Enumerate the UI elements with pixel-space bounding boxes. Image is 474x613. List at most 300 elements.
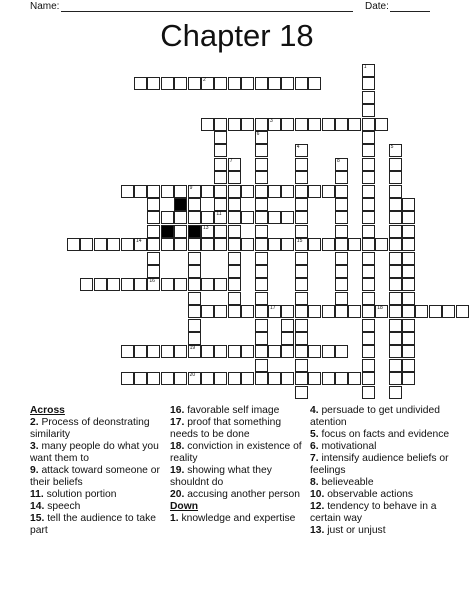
crossword-cell[interactable] <box>214 118 227 131</box>
crossword-cell[interactable] <box>174 77 187 90</box>
clue-text: tell the audience to take part <box>30 513 156 536</box>
crossword-cell[interactable] <box>255 372 268 385</box>
clue-number: 1. <box>170 513 182 524</box>
crossword-cell[interactable] <box>322 345 335 358</box>
crossword-cell[interactable] <box>308 345 321 358</box>
cell-number: 1 <box>363 64 367 70</box>
crossword-cell[interactable] <box>201 211 214 224</box>
crossword-cell[interactable] <box>389 225 402 238</box>
crossword-cell[interactable] <box>134 372 147 385</box>
crossword-cell[interactable] <box>188 345 201 358</box>
clue-text: knowledge and expertise <box>181 513 296 524</box>
crossword-cell[interactable] <box>147 252 160 265</box>
crossword-cell[interactable] <box>147 372 160 385</box>
crossword-cell[interactable] <box>442 305 455 318</box>
clue-text: observable actions <box>327 489 414 500</box>
crossword-cell[interactable] <box>201 118 214 131</box>
crossword-cell[interactable] <box>188 332 201 345</box>
crossword-cell[interactable] <box>228 211 241 224</box>
clue-number: 17. <box>170 417 188 428</box>
crossword-cell[interactable] <box>362 386 375 399</box>
crossword-cell[interactable] <box>295 158 308 171</box>
crossword-cell[interactable] <box>389 386 402 399</box>
crossword-cell[interactable] <box>389 265 402 278</box>
crossword-cell[interactable] <box>201 278 214 291</box>
crossword-cell[interactable] <box>174 211 187 224</box>
crossword-cell[interactable] <box>121 372 134 385</box>
cell-number: 15 <box>296 238 303 245</box>
crossword-cell[interactable] <box>255 319 268 332</box>
crossword-cell[interactable] <box>295 332 308 345</box>
crossword-cell[interactable] <box>362 131 375 144</box>
crossword-cell[interactable] <box>228 225 241 238</box>
crossword-cell[interactable] <box>295 225 308 238</box>
crossword-cell[interactable] <box>255 252 268 265</box>
crossword-cell[interactable] <box>295 265 308 278</box>
crossword-cell[interactable] <box>214 372 227 385</box>
crossword-cell[interactable] <box>389 238 402 251</box>
crossword-cell[interactable] <box>121 185 134 198</box>
crossword-cell[interactable] <box>147 278 160 291</box>
crossword-cell[interactable] <box>255 345 268 358</box>
clues-column-2 <box>170 405 305 525</box>
crossword-cell[interactable] <box>214 345 227 358</box>
crossword-cell[interactable] <box>362 305 375 318</box>
crossword-cell[interactable] <box>322 372 335 385</box>
crossword-cell[interactable] <box>362 171 375 184</box>
clue-item <box>310 453 450 477</box>
cell-number: 8 <box>337 157 340 164</box>
crossword-cell[interactable] <box>335 185 348 198</box>
crossword-cell[interactable] <box>241 211 254 224</box>
crossword-cell[interactable] <box>201 77 214 90</box>
crossword-cell[interactable] <box>147 77 160 90</box>
crossword-cell[interactable] <box>281 185 294 198</box>
crossword-cell[interactable] <box>121 238 134 251</box>
crossword-cell[interactable] <box>188 238 201 251</box>
crossword-cell[interactable] <box>241 345 254 358</box>
crossword-cell[interactable] <box>241 238 254 251</box>
crossword-cell[interactable] <box>134 185 147 198</box>
crossword-cell[interactable] <box>281 305 294 318</box>
crossword-cell[interactable] <box>295 238 308 251</box>
crossword-cell[interactable] <box>362 252 375 265</box>
crossword-cell[interactable] <box>214 238 227 251</box>
crossword-cell[interactable] <box>255 265 268 278</box>
crossword-cell[interactable] <box>335 238 348 251</box>
crossword-cell[interactable] <box>228 171 241 184</box>
crossword-cell[interactable] <box>389 171 402 184</box>
crossword-cell[interactable] <box>308 77 321 90</box>
crossword-cell[interactable] <box>121 345 134 358</box>
crossword-cell[interactable] <box>255 225 268 238</box>
crossword-cell[interactable] <box>174 225 187 238</box>
crossword-cell[interactable] <box>402 372 415 385</box>
crossword-cell[interactable] <box>335 225 348 238</box>
crossword-cell[interactable] <box>67 238 80 251</box>
crossword-cell[interactable] <box>456 305 469 318</box>
crossword-cell[interactable] <box>174 372 187 385</box>
crossword-cell[interactable] <box>161 238 174 251</box>
crossword-cell[interactable] <box>389 185 402 198</box>
crossword-cell[interactable] <box>322 185 335 198</box>
crossword-cell[interactable] <box>348 118 361 131</box>
clue-number: 5. <box>310 429 322 440</box>
crossword-cell[interactable] <box>188 265 201 278</box>
clue-item <box>170 417 305 441</box>
crossword-cell[interactable] <box>214 225 227 238</box>
crossword-cell[interactable] <box>308 372 321 385</box>
crossword-cell[interactable] <box>214 144 227 157</box>
crossword-cell[interactable] <box>174 278 187 291</box>
crossword-cell[interactable] <box>281 118 294 131</box>
crossword-cell[interactable] <box>107 278 120 291</box>
crossword-cell[interactable] <box>281 332 294 345</box>
crossword-cell[interactable] <box>295 118 308 131</box>
crossword-cell[interactable] <box>268 372 281 385</box>
crossword-cell[interactable] <box>295 319 308 332</box>
crossword-cell[interactable] <box>362 104 375 117</box>
crossword-cell[interactable] <box>348 238 361 251</box>
cell-number: 5 <box>390 144 394 151</box>
crossword-cell[interactable] <box>389 198 402 211</box>
crossword-cell[interactable] <box>174 345 187 358</box>
crossword-cell[interactable] <box>281 372 294 385</box>
crossword-cell[interactable] <box>255 332 268 345</box>
crossword-cell[interactable] <box>147 185 160 198</box>
crossword-cell[interactable] <box>308 118 321 131</box>
down-heading: Down <box>170 501 199 512</box>
crossword-cell[interactable] <box>281 211 294 224</box>
crossword-cell[interactable] <box>188 77 201 90</box>
crossword-cell[interactable] <box>322 238 335 251</box>
crossword-cell[interactable] <box>147 211 160 224</box>
clue-number: 18. <box>170 441 188 452</box>
crossword-cell[interactable] <box>241 185 254 198</box>
clue-item <box>310 525 450 537</box>
crossword-cell[interactable] <box>295 386 308 399</box>
crossword-cell[interactable] <box>335 265 348 278</box>
crossword-cell[interactable] <box>214 278 227 291</box>
crossword-cell[interactable] <box>389 252 402 265</box>
crossword-cell[interactable] <box>214 171 227 184</box>
crossword-cell[interactable] <box>335 198 348 211</box>
crossword-cell[interactable] <box>201 345 214 358</box>
crossword-cell[interactable] <box>308 305 321 318</box>
crossword-cell[interactable] <box>188 372 201 385</box>
clue-text: accusing another person <box>187 489 300 500</box>
crossword-cell[interactable] <box>402 278 415 291</box>
crossword-cell[interactable] <box>335 305 348 318</box>
crossword-cell[interactable] <box>255 211 268 224</box>
crossword-cell[interactable] <box>201 305 214 318</box>
clue-item <box>310 501 450 525</box>
crossword-cell[interactable] <box>415 305 428 318</box>
crossword-cell[interactable] <box>268 305 281 318</box>
crossword-cell[interactable] <box>147 265 160 278</box>
crossword-cell[interactable] <box>335 278 348 291</box>
crossword-cell[interactable] <box>147 345 160 358</box>
crossword-cell[interactable] <box>402 252 415 265</box>
crossword-cell[interactable] <box>348 305 361 318</box>
crossword-cell[interactable] <box>107 238 120 251</box>
crossword-cell[interactable] <box>389 345 402 358</box>
crossword-cell[interactable] <box>362 319 375 332</box>
crossword-cell[interactable] <box>335 372 348 385</box>
crossword-cell[interactable] <box>362 372 375 385</box>
crossword-cell[interactable] <box>402 198 415 211</box>
crossword-cell[interactable] <box>402 319 415 332</box>
crossword-cell[interactable] <box>228 278 241 291</box>
crossword-cell[interactable] <box>389 144 402 157</box>
crossword-cell[interactable] <box>188 305 201 318</box>
cell-number: 13 <box>203 224 209 231</box>
crossword-cell[interactable] <box>255 278 268 291</box>
crossword-cell[interactable] <box>429 305 442 318</box>
crossword-cell[interactable] <box>134 345 147 358</box>
crossword-cell[interactable] <box>402 305 415 318</box>
crossword-cell[interactable] <box>174 238 187 251</box>
clue-item <box>30 465 160 489</box>
crossword-cell[interactable] <box>295 305 308 318</box>
crossword-cell[interactable] <box>134 238 147 251</box>
clue-text: attack toward someone or their beliefs <box>30 465 160 488</box>
crossword-cell[interactable] <box>322 118 335 131</box>
crossword-cell[interactable] <box>322 305 335 318</box>
crossword-cell[interactable] <box>402 265 415 278</box>
crossword-cell[interactable] <box>402 292 415 305</box>
crossword-cell[interactable] <box>362 359 375 372</box>
crossword-cell[interactable] <box>241 372 254 385</box>
crossword-cell[interactable] <box>188 319 201 332</box>
crossword-cell[interactable] <box>362 278 375 291</box>
crossword-cell[interactable] <box>228 158 241 171</box>
crossword-cell[interactable] <box>161 77 174 90</box>
crossword-cell[interactable] <box>335 211 348 224</box>
crossword-cell[interactable] <box>188 185 201 198</box>
crossword-cell[interactable] <box>295 77 308 90</box>
crossword-cell[interactable] <box>188 211 201 224</box>
crossword-cell[interactable] <box>94 278 107 291</box>
crossword-cell[interactable] <box>255 238 268 251</box>
crossword-cell[interactable] <box>389 319 402 332</box>
crossword-cell[interactable] <box>362 332 375 345</box>
cell-number: 20 <box>189 372 196 379</box>
crossword-cell[interactable] <box>255 158 268 171</box>
clue-text: proof that something needs to be done <box>170 417 282 440</box>
crossword-cell[interactable] <box>335 118 348 131</box>
crossword-cell[interactable] <box>147 238 160 251</box>
crossword-cell[interactable] <box>295 372 308 385</box>
crossword-cell[interactable] <box>389 372 402 385</box>
crossword-cell[interactable] <box>94 238 107 251</box>
clue-item <box>30 501 160 513</box>
crossword-cell[interactable] <box>268 185 281 198</box>
crossword-cell[interactable] <box>161 345 174 358</box>
crossword-cell[interactable] <box>161 211 174 224</box>
crossword-cell[interactable] <box>348 372 361 385</box>
crossword-cell[interactable] <box>362 64 375 77</box>
crossword-cell[interactable] <box>362 345 375 358</box>
crossword-cell[interactable] <box>295 359 308 372</box>
crossword-cell[interactable] <box>295 278 308 291</box>
crossword-cell[interactable] <box>214 185 227 198</box>
crossword-cell[interactable] <box>201 238 214 251</box>
crossword-cell[interactable] <box>214 158 227 171</box>
crossword-cell[interactable] <box>228 252 241 265</box>
crossword-cell[interactable] <box>295 211 308 224</box>
crossword-cell[interactable] <box>161 372 174 385</box>
crossword-cell[interactable] <box>389 332 402 345</box>
crossword-cell[interactable] <box>295 292 308 305</box>
crossword-cell[interactable] <box>121 278 134 291</box>
crossword-cell[interactable] <box>214 305 227 318</box>
clue-item <box>310 441 450 453</box>
crossword-cell[interactable] <box>281 319 294 332</box>
crossword-cell[interactable] <box>214 211 227 224</box>
crossword-cell[interactable] <box>268 345 281 358</box>
crossword-cell[interactable] <box>362 211 375 224</box>
crossword-cell[interactable] <box>362 91 375 104</box>
crossword-cell[interactable] <box>295 171 308 184</box>
crossword-cell[interactable] <box>80 278 93 291</box>
crossword-cell[interactable] <box>201 225 214 238</box>
crossword-cell[interactable] <box>281 238 294 251</box>
crossword-cell[interactable] <box>214 77 227 90</box>
crossword-cell[interactable] <box>228 265 241 278</box>
crossword-cell[interactable] <box>174 185 187 198</box>
crossword-cell[interactable] <box>402 225 415 238</box>
crossword-cell[interactable] <box>362 265 375 278</box>
clue-text: many people do what you want them to <box>30 441 159 464</box>
crossword-cell[interactable] <box>389 158 402 171</box>
crossword-cell[interactable] <box>228 372 241 385</box>
crossword-cell[interactable] <box>389 211 402 224</box>
crossword-cell[interactable] <box>295 144 308 157</box>
crossword-cell[interactable] <box>214 198 227 211</box>
crossword-cell[interactable] <box>228 292 241 305</box>
clue-item <box>310 489 450 501</box>
cell-number: 3 <box>270 117 273 124</box>
clue-item <box>170 513 305 525</box>
crossword-cell[interactable] <box>188 292 201 305</box>
clue-item <box>170 441 305 465</box>
clue-text: Process of deonstrating similarity <box>30 417 150 440</box>
crossword-cell[interactable] <box>402 359 415 372</box>
crossword-cell[interactable] <box>255 185 268 198</box>
crossword-cell[interactable] <box>375 118 388 131</box>
clue-number: 3. <box>30 441 42 452</box>
crossword-cell[interactable] <box>335 252 348 265</box>
crossword-cell[interactable] <box>362 292 375 305</box>
crossword-cell[interactable] <box>402 345 415 358</box>
crossword-cell[interactable] <box>389 278 402 291</box>
crossword-cell[interactable] <box>134 77 147 90</box>
crossword-cell[interactable] <box>188 252 201 265</box>
crossword-cell[interactable] <box>389 305 402 318</box>
crossword-cell[interactable] <box>214 131 227 144</box>
crossword-cell[interactable] <box>362 198 375 211</box>
crossword-cell[interactable] <box>134 278 147 291</box>
crossword-cell[interactable] <box>308 238 321 251</box>
crossword-cell[interactable] <box>335 158 348 171</box>
crossword-cell[interactable] <box>268 211 281 224</box>
crossword-cell[interactable] <box>362 118 375 131</box>
crossword-cell[interactable] <box>255 131 268 144</box>
crossword-cell[interactable] <box>255 144 268 157</box>
crossword-cell[interactable] <box>255 77 268 90</box>
name-label: Name: <box>30 1 60 12</box>
crossword-cell[interactable] <box>161 278 174 291</box>
crossword-cell[interactable] <box>241 305 254 318</box>
crossword-cell[interactable] <box>188 278 201 291</box>
crossword-cell[interactable] <box>268 238 281 251</box>
crossword-cell[interactable] <box>362 185 375 198</box>
crossword-cell[interactable] <box>389 292 402 305</box>
crossword-cell[interactable] <box>255 198 268 211</box>
crossword-cell[interactable] <box>201 372 214 385</box>
crossword-cell[interactable] <box>362 144 375 157</box>
crossword-cell[interactable] <box>268 118 281 131</box>
crossword-cell[interactable] <box>281 77 294 90</box>
crossword-cell[interactable] <box>241 118 254 131</box>
crossword-cell[interactable] <box>228 77 241 90</box>
crossword-cell[interactable] <box>255 171 268 184</box>
crossword-cell[interactable] <box>335 345 348 358</box>
crossword-cell[interactable] <box>362 238 375 251</box>
crossword-cell[interactable] <box>255 292 268 305</box>
crossword-cell[interactable] <box>255 359 268 372</box>
crossword-cell[interactable] <box>147 225 160 238</box>
clue-text: persuade to get undivided atention <box>310 405 440 428</box>
crossword-cell[interactable] <box>281 345 294 358</box>
crossword-cell[interactable] <box>375 238 388 251</box>
crossword-cell[interactable] <box>308 185 321 198</box>
crossword-cell[interactable] <box>375 305 388 318</box>
crossword-cell[interactable] <box>228 345 241 358</box>
crossword-cell[interactable] <box>295 345 308 358</box>
crossword-cell[interactable] <box>402 238 415 251</box>
crossword-cell[interactable] <box>80 238 93 251</box>
crossword-cell[interactable] <box>228 185 241 198</box>
crossword-cell[interactable] <box>241 77 254 90</box>
clue-number: 6. <box>310 441 322 452</box>
crossword-cell[interactable] <box>255 118 268 131</box>
crossword-cell[interactable] <box>228 198 241 211</box>
crossword-cell[interactable] <box>389 359 402 372</box>
crossword-cell[interactable] <box>188 198 201 211</box>
crossword-cell[interactable] <box>228 305 241 318</box>
crossword-cell[interactable] <box>362 225 375 238</box>
crossword-cell[interactable] <box>228 118 241 131</box>
crossword-cell[interactable] <box>402 332 415 345</box>
crossword-cell[interactable] <box>295 198 308 211</box>
crossword-cell[interactable] <box>362 77 375 90</box>
crossword-cell[interactable] <box>295 185 308 198</box>
crossword-cell[interactable] <box>255 305 268 318</box>
crossword-cell[interactable] <box>362 158 375 171</box>
crossword-cell[interactable] <box>402 211 415 224</box>
crossword-cell[interactable] <box>201 185 214 198</box>
clue-text: believeable <box>321 477 374 488</box>
crossword-cell[interactable] <box>335 171 348 184</box>
crossword-cell[interactable] <box>147 198 160 211</box>
crossword-cell[interactable] <box>228 238 241 251</box>
crossword-cell[interactable] <box>335 292 348 305</box>
crossword-cell[interactable] <box>268 77 281 90</box>
crossword-cell[interactable] <box>161 185 174 198</box>
crossword-cell[interactable] <box>295 252 308 265</box>
